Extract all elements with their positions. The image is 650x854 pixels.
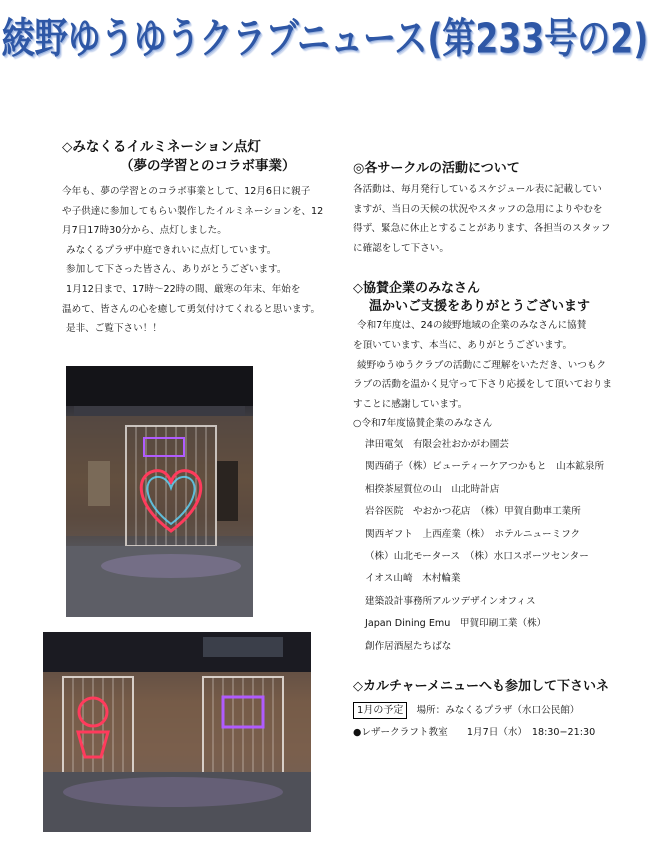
sponsor-intro-line: ラブの活動を温かく見守って下さり応援をして頂いておりま [353, 379, 613, 391]
illumination-line: や子供達に参加してもらい製作したイルミネーションを、12 [62, 205, 324, 217]
illumination-subheading: （夢の学習とのコラボ事業） [120, 158, 296, 174]
right-column [353, 160, 633, 744]
sponsor-item: 津田電気 有限会社おかがわ園芸 [365, 438, 509, 450]
culture-heading: ◇カルチャーメニューへも参加して下さいネ [353, 679, 609, 694]
circle-activities-heading: ◎各サークルの活動について [353, 161, 520, 176]
illumination-photo-heart [66, 366, 253, 617]
illumination-line: 1月12日まで、17時～22時の間、厳寒の年末、年始を [66, 283, 301, 295]
culture-schedule-line [353, 700, 633, 722]
sponsor-item: Japan Dining Emu 甲賀印刷工業（株） [365, 618, 547, 630]
month-badge: 1月の予定 [353, 702, 407, 719]
illumination-line: 是非、ご覧下さい！！ [66, 323, 162, 335]
sponsor-item: 相揆茶屋質位の山 山北時計店 [365, 483, 500, 495]
sponsor-item: 関西ギフト 上西産業（株） ホテルニューミフク [365, 528, 581, 540]
illumination-line: 温めて、皆さんの心を癒して勇気付けてくれると思います。 [62, 303, 321, 315]
illumination-heading: ◇みなくるイルミネーション点灯 [62, 139, 261, 155]
circle-line: に確認をして下さい。 [353, 242, 449, 254]
sponsor-item: 建築設計事務所アルツデザインオフィス [365, 595, 536, 607]
sponsor-item: 創作居酒屋たちばな [365, 640, 452, 652]
illumination-line: 月7日17時30分から、点灯しました。 [62, 225, 227, 237]
circle-line: 各活動は、毎月発行しているスケジュール表に記載してい [353, 184, 602, 195]
sponsor-subheading: 温かいご支援をありがとうございます [369, 299, 591, 315]
illumination-article [62, 138, 334, 339]
illumination-line: 参加して下さった皆さん、ありがとうございます。 [66, 264, 287, 276]
sponsor-intro-line: 綾野ゆうゆうクラブの活動にご理解をいただき、いつもク [357, 359, 607, 371]
sponsor-item: イオス山崎 木村輪業 [365, 573, 461, 585]
newsletter-title: 綾野ゆうゆうクラブニュース(第233号の2) [1, 13, 649, 63]
sponsor-item: 関西硝子（株）ビューティーケアつかもと 山本鉱泉所 [365, 461, 605, 473]
illumination-line: みなくるプラザ中庭できれいに点灯しています。 [66, 244, 277, 256]
sponsor-intro-line: 令和7年度は、24の綾野地域の企業のみなさんに協賛 [357, 320, 587, 332]
culture-item: ●レザークラフト教室 1月7日（水） 18:30−21:30 [353, 727, 596, 738]
circle-line: 得ず、緊急に休止とすることがあります、各担当のスタッフ [353, 223, 611, 235]
illumination-photo-gates [43, 632, 311, 832]
sponsor-item: （株）山北モータース （株）水口スポーツセンター [365, 550, 589, 562]
sponsor-intro-line: を頂いています、本当に、ありがとうございます。 [353, 339, 573, 351]
sponsor-intro-line: すことに感謝しています。 [353, 398, 468, 410]
culture-place: 場所：みなくるプラザ（水口公民館） [416, 705, 580, 716]
sponsor-heading: ◇協賛企業のみなさん [353, 281, 480, 297]
circle-line: ますが、当日の天候の状況やスタッフの急用によりやむを [353, 203, 603, 215]
illumination-line: 今年も、夢の学習とのコラボ事業として、12月6日に親子 [62, 186, 311, 197]
sponsor-item: 岩谷医院 やおかつ花店 （株）甲賀自動車工業所 [365, 506, 581, 518]
sponsor-list-heading: ○令和7年度協賛企業のみなさん [353, 418, 493, 430]
